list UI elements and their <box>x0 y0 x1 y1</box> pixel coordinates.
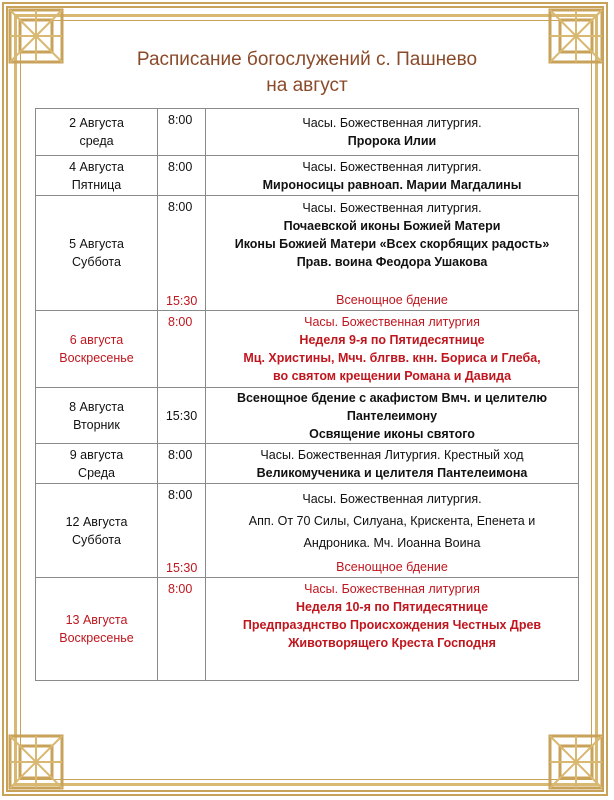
weekday-label: Суббота <box>72 532 121 547</box>
service-line: Почаевской иконы Божией Матери <box>283 219 501 233</box>
weekday-label: Воскресенье <box>59 351 134 365</box>
time-label: 8:00 <box>168 582 193 596</box>
weekday-label: Пятница <box>71 177 122 192</box>
service-cell <box>206 196 579 311</box>
service-line: Андроника. Мч. Иоанна Воина <box>303 536 481 550</box>
date-label: 5 Августа <box>69 237 124 251</box>
service-line: Великомученика и целителя Пантелеимона <box>256 465 528 480</box>
service-line: Апп. От 70 Силы, Силуана, Крискента, Епенета и <box>248 514 536 528</box>
page-title: Расписание богослужений с. Пашнево <box>136 49 478 70</box>
table-row <box>36 311 579 388</box>
time-cell <box>158 388 206 444</box>
date-cell <box>36 484 158 578</box>
evening-time-label: 15:30 <box>166 294 198 308</box>
date-label: 9 августа <box>69 447 124 462</box>
weekday-label: среда <box>79 134 114 148</box>
time-label: 8:00 <box>168 160 193 174</box>
date-label: 8 Августа <box>69 399 124 414</box>
time-cell <box>158 109 206 156</box>
service-line: Часы. Божественная литургия. <box>302 159 482 174</box>
service-line: Часы. Божественная литургия. <box>302 201 482 215</box>
time-cell <box>158 156 206 196</box>
service-line: Часы. Божественная литургия. <box>302 116 482 130</box>
service-line: Мц. Христины, Мчч. блгвв. кнн. Бориса и Глеба, <box>243 351 541 365</box>
date-cell <box>36 388 158 444</box>
date-cell <box>36 196 158 311</box>
time-label: 8:00 <box>168 200 193 214</box>
service-line: Неделя 9-я по Пятидесятнице <box>299 333 485 347</box>
service-line: Пророка Илии <box>347 134 437 148</box>
time-label: 8:00 <box>168 113 193 127</box>
corner-ornament-icon <box>544 730 608 794</box>
time-label: 8:00 <box>168 315 193 329</box>
date-label: 4 Августа <box>69 159 124 174</box>
time-label: 8:00 <box>168 448 193 462</box>
time-label: 15:30 <box>165 408 198 423</box>
service-line: Пантелеимону <box>346 408 438 423</box>
date-cell <box>36 311 158 388</box>
service-line: Прав. воина Феодора Ушакова <box>296 255 488 269</box>
table-row <box>36 484 579 578</box>
date-cell <box>36 156 158 196</box>
service-line: Всенощное бдение с акафистом Вмч. и целителю <box>236 390 548 405</box>
table-row <box>36 578 579 681</box>
service-line: во святом крещении Романа и Давида <box>272 369 512 383</box>
service-line: Освящение иконы святого <box>309 426 475 441</box>
time-cell <box>158 578 206 681</box>
schedule-table <box>35 108 579 681</box>
time-label: 8:00 <box>168 488 193 502</box>
weekday-label: Воскресенье <box>59 631 134 645</box>
service-cell <box>206 578 579 681</box>
service-line: Часы. Божественная литургия <box>304 582 480 596</box>
time-cell <box>158 484 206 578</box>
service-line: Часы. Божественная Литургия. Крестный ход <box>260 447 524 462</box>
date-label: 2 Августа <box>69 116 124 130</box>
time-cell <box>158 196 206 311</box>
date-label: 6 августа <box>69 333 124 347</box>
service-line: Животворящего Креста Господня <box>288 636 496 650</box>
evening-service: Всенощное бдение <box>336 293 448 307</box>
service-line: Часы. Божественная литургия <box>304 315 480 329</box>
service-cell <box>206 388 579 444</box>
table-row <box>36 388 579 444</box>
service-line: Неделя 10-я по Пятидесятнице <box>295 600 489 614</box>
service-line: Предпразднство Происхождения Честных Древ <box>242 618 542 632</box>
date-cell <box>36 444 158 484</box>
service-line: Мироносицы равноап. Марии Магдалины <box>262 177 522 192</box>
weekday-label: Вторник <box>73 417 120 432</box>
date-cell <box>36 109 158 156</box>
service-cell <box>206 156 579 196</box>
table-row <box>36 444 579 484</box>
time-cell <box>158 444 206 484</box>
service-line: Часы. Божественная литургия. <box>302 492 482 506</box>
page-subtitle: на август <box>266 75 348 96</box>
date-label: 12 Августа <box>65 514 128 529</box>
table-row <box>36 156 579 196</box>
date-label: 13 Августа <box>65 613 128 627</box>
corner-ornament-icon <box>4 730 68 794</box>
evening-time-label: 15:30 <box>166 561 198 575</box>
weekday-label: Среда <box>78 465 115 480</box>
service-cell <box>206 311 579 388</box>
evening-service: Всенощное бдение <box>336 560 448 574</box>
weekday-label: Суббота <box>72 255 121 269</box>
service-cell <box>206 484 579 578</box>
service-cell <box>206 109 579 156</box>
table-row <box>36 196 579 311</box>
service-cell <box>206 444 579 484</box>
table-row <box>36 109 579 156</box>
service-line: Иконы Божией Матери «Всех скорбящих радость» <box>234 237 550 251</box>
date-cell <box>36 578 158 681</box>
time-cell <box>158 311 206 388</box>
